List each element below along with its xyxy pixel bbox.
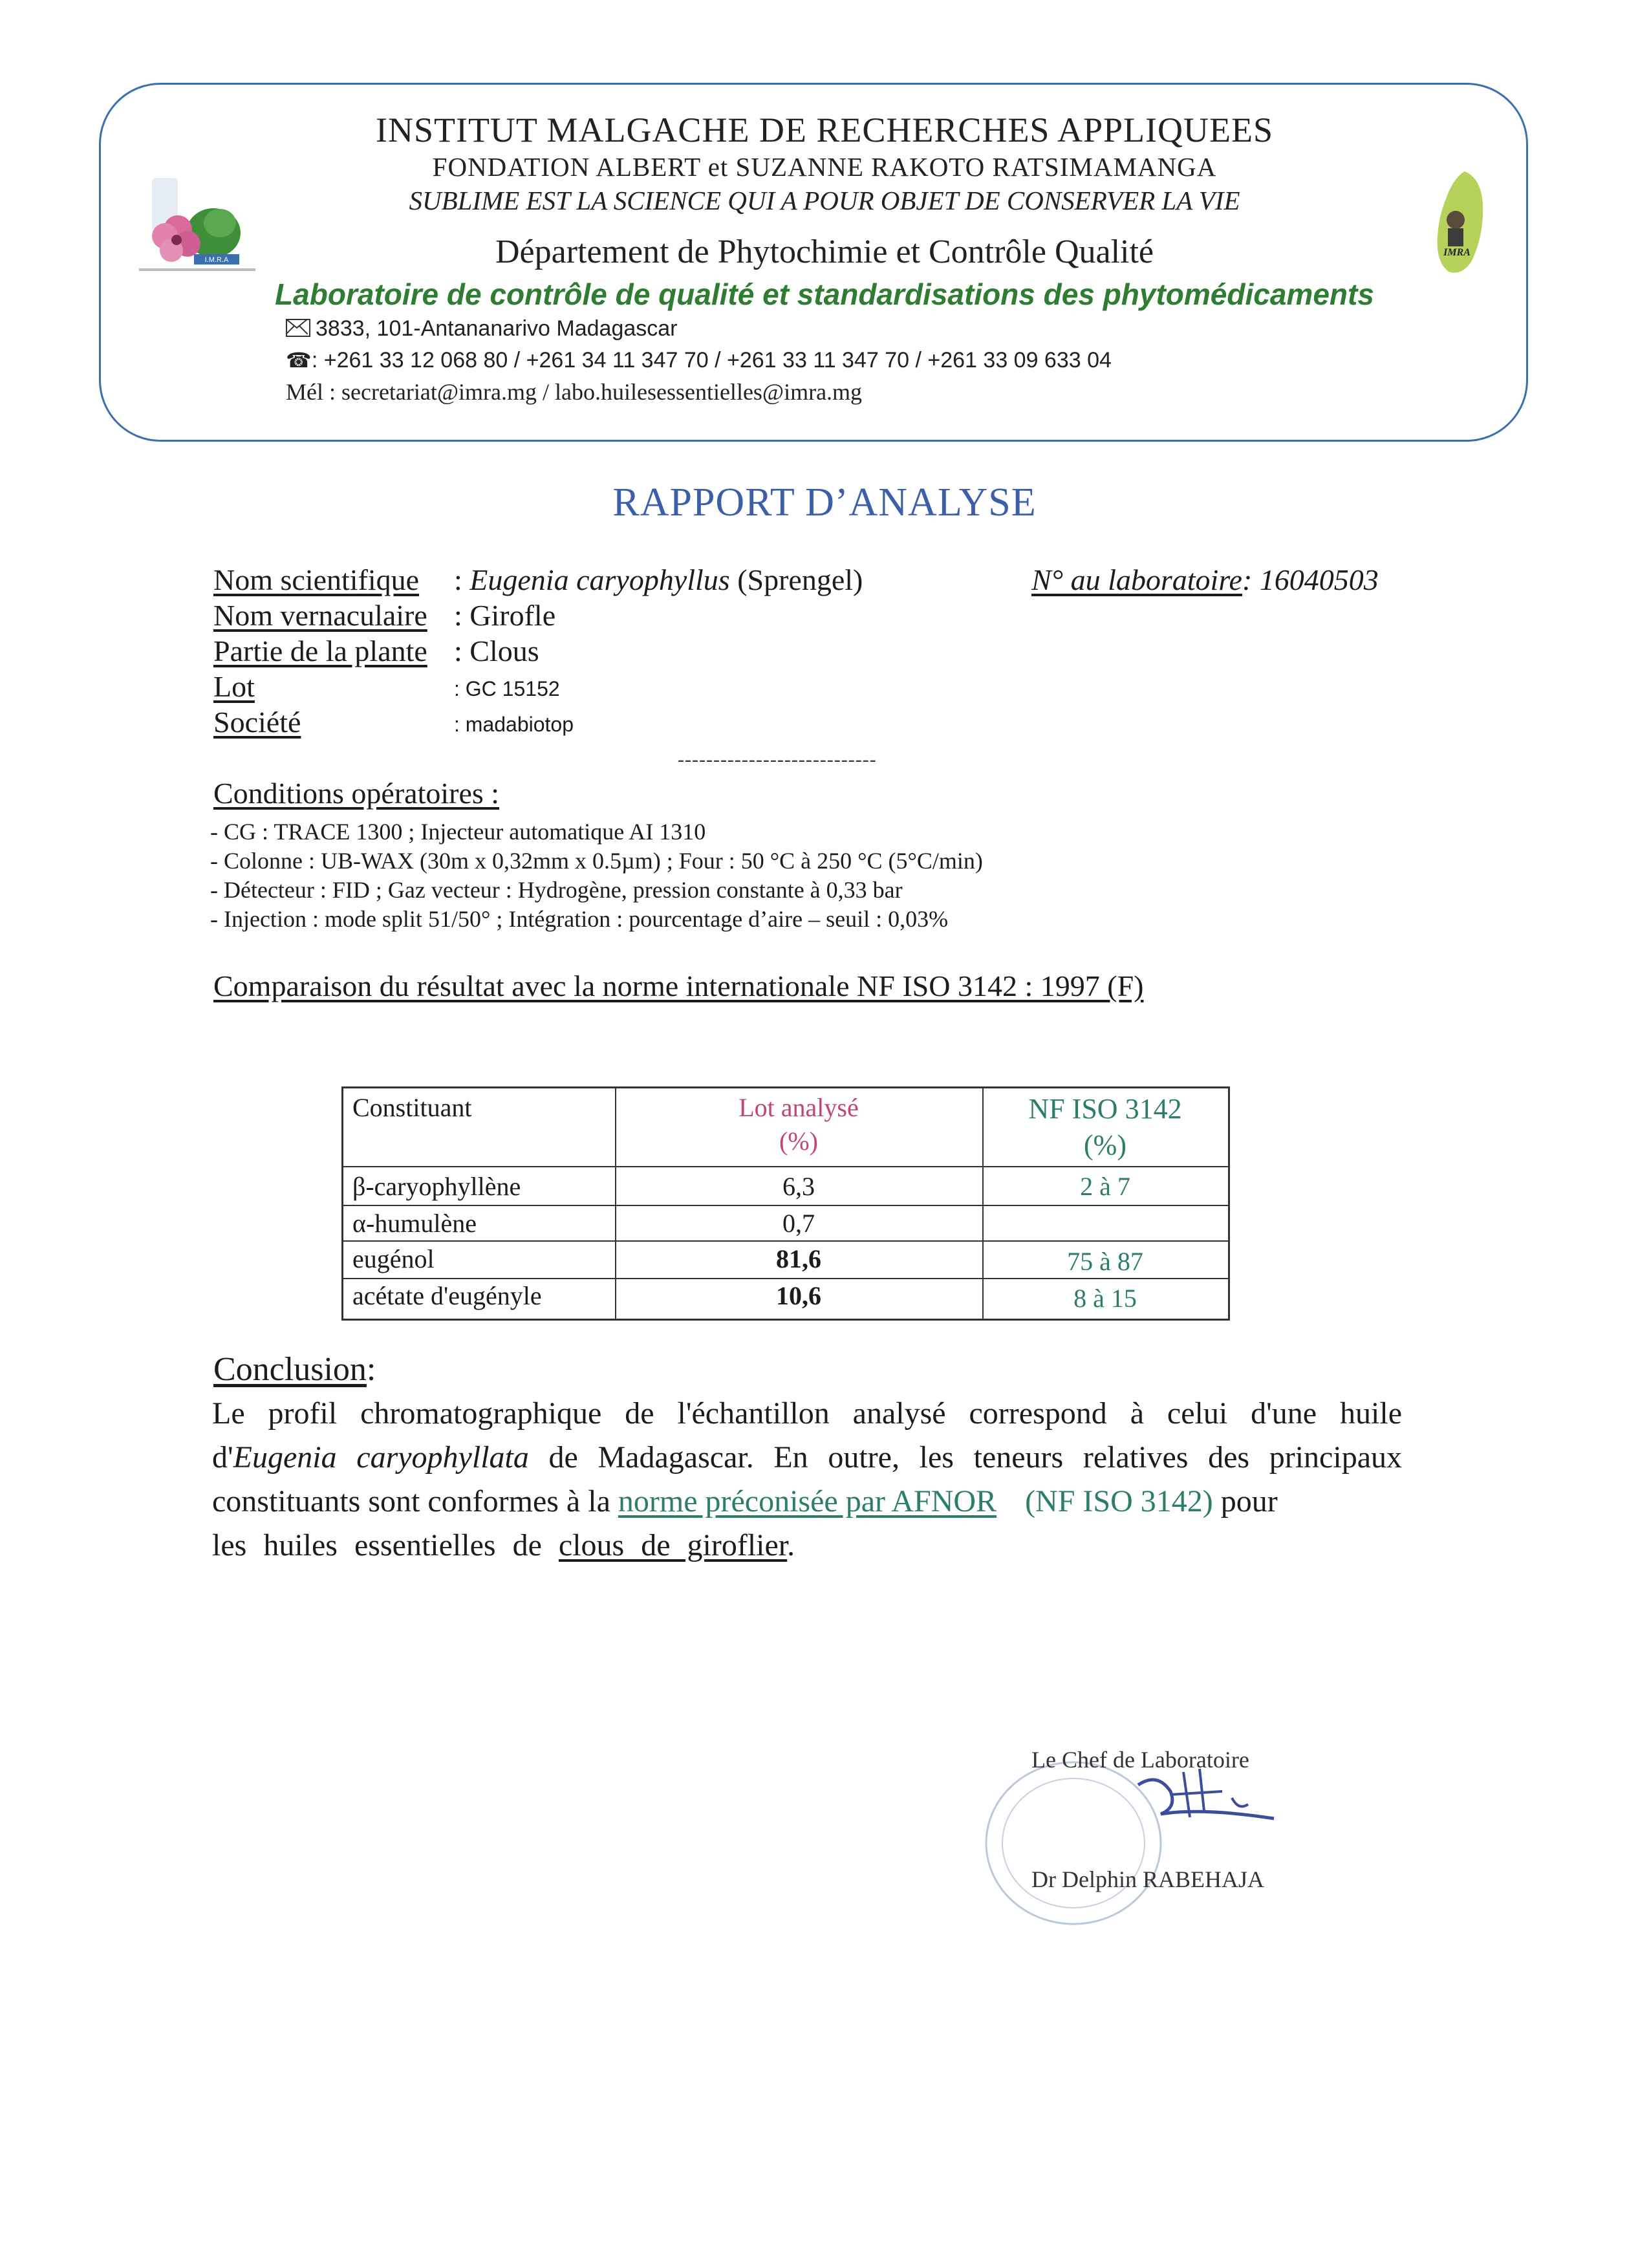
- conditions-title: Conditions opératoires :: [213, 777, 500, 810]
- constituent-name: β-caryophyllène: [352, 1172, 521, 1201]
- header-lot-unit: (%): [779, 1127, 818, 1156]
- logo-right-text: IMRA: [1443, 247, 1471, 258]
- foundation-name: FONDATION ALBERT et SUZANNE RAKOTO RATSIMAMANGA: [432, 152, 1217, 182]
- vernacular-label: Nom vernaculaire: [213, 599, 427, 632]
- lab-number: [1031, 563, 1379, 597]
- condition-line: - Colonne : UB-WAX (30m x 0,32mm x 0.5µm) ; Four : 50 °C à 250 °C (5°C/min): [210, 848, 983, 874]
- laboratory-name: Laboratoire de contrôle de qualité et standardisations des phytomédicaments: [275, 277, 1374, 311]
- norm-value-cell: 2 à 7: [1080, 1172, 1130, 1201]
- lab-number-label: N° au laboratoire: [1031, 563, 1242, 596]
- vernacular-value: : Girofle: [454, 599, 556, 632]
- separator-line: ----------------------------: [678, 749, 877, 770]
- lot-value-cell: 0,7: [782, 1209, 815, 1238]
- scientific-name-value: : Eugenia caryophyllus (Sprengel): [454, 563, 863, 596]
- institute-name: INSTITUT MALGACHE DE RECHERCHES APPLIQUEES: [375, 111, 1274, 149]
- header-norm: NF ISO 3142: [1028, 1093, 1182, 1125]
- lot-value-cell: 10,6: [776, 1281, 821, 1310]
- contact-address: [286, 316, 678, 341]
- department-name: Département de Phytochimie et Contrôle Qualité: [495, 233, 1154, 270]
- address-text: 3833, 101-Antananarivo Madagascar: [316, 316, 678, 341]
- signatory-name: Dr Delphin RABEHAJA: [1031, 1866, 1264, 1892]
- contact-email: Mél : secretariat@imra.mg / labo.huilesessentielles@imra.mg: [286, 379, 863, 405]
- lot-value-cell: 6,3: [782, 1172, 815, 1201]
- results-table: [341, 1086, 1230, 1321]
- plant-part-value: : Clous: [454, 634, 539, 667]
- conclusion-line-4: les huiles essentielles de clous de giroflier.: [212, 1528, 795, 1562]
- norm-value-cell: 75 à 87: [1067, 1247, 1143, 1276]
- header-lot: Lot analysé: [738, 1093, 859, 1122]
- company-label: Société: [213, 706, 301, 739]
- plant-part-label: Partie de la plante: [213, 634, 427, 667]
- norm-value-cell: 8 à 15: [1073, 1284, 1137, 1313]
- header-norm-unit: (%): [1084, 1129, 1126, 1161]
- conclusion-line-2: d'Eugenia caryophyllata de Madagascar. En outre, les teneurs relatives des principaux: [212, 1440, 1403, 1474]
- conclusion-line-1: Le profil chromatographique de l'échantillon analysé correspond à celui d'une huile: [212, 1396, 1402, 1431]
- header-constituent: Constituant: [352, 1093, 472, 1122]
- afnor-norm-reference: norme préconisée par AFNOR: [618, 1484, 997, 1518]
- comparison-title: Comparaison du résultat avec la norme internationale NF ISO 3142 : 1997 (F): [213, 969, 1144, 1002]
- condition-line: - Injection : mode split 51/50° ; Intégration : pourcentage d’aire – seuil : 0,03%: [210, 906, 949, 932]
- conclusion-line-3: constituants sont conformes à la norme préconisée par AFNOR (NF ISO 3142) pour: [212, 1484, 1278, 1518]
- norm-code: (NF ISO 3142): [1025, 1484, 1213, 1518]
- envelope-icon: [286, 319, 310, 337]
- institute-motto: SUBLIME EST LA SCIENCE QUI A POUR OBJET DE CONSERVER LA VIE: [409, 186, 1240, 215]
- phone-text: : +261 33 12 068 80 / +261 34 11 347 70 / +261 33 11 347 70 / +261 33 09 633 04: [311, 348, 1112, 373]
- laboratory-stamp: [976, 1746, 1319, 1940]
- lab-number-value: : 16040503: [1242, 563, 1379, 596]
- constituent-name: eugénol: [352, 1244, 435, 1273]
- scientific-name-label: Nom scientifique: [213, 563, 420, 596]
- conclusion-title: Conclusion:: [213, 1351, 376, 1388]
- contact-phone: [286, 348, 1112, 373]
- constituent-name: α-humulène: [352, 1209, 477, 1238]
- report-title: RAPPORT D’ANALYSE: [612, 481, 1037, 524]
- constituent-name: acétate d'eugényle: [352, 1281, 542, 1310]
- company-value: : madabiotop: [454, 713, 574, 736]
- condition-line: - CG : TRACE 1300 ; Injecteur automatique AI 1310: [210, 819, 706, 845]
- phone-icon: ☎: [286, 349, 312, 372]
- lot-value-cell: 81,6: [776, 1244, 821, 1273]
- signatory-title: Le Chef de Laboratoire: [1031, 1747, 1249, 1773]
- lot-label: Lot: [213, 670, 255, 703]
- logo-left-text: I.M.R.A: [204, 256, 229, 264]
- lot-value: : GC 15152: [454, 677, 560, 700]
- condition-line: - Détecteur : FID ; Gaz vecteur : Hydrogène, pression constante à 0,33 bar: [210, 877, 903, 903]
